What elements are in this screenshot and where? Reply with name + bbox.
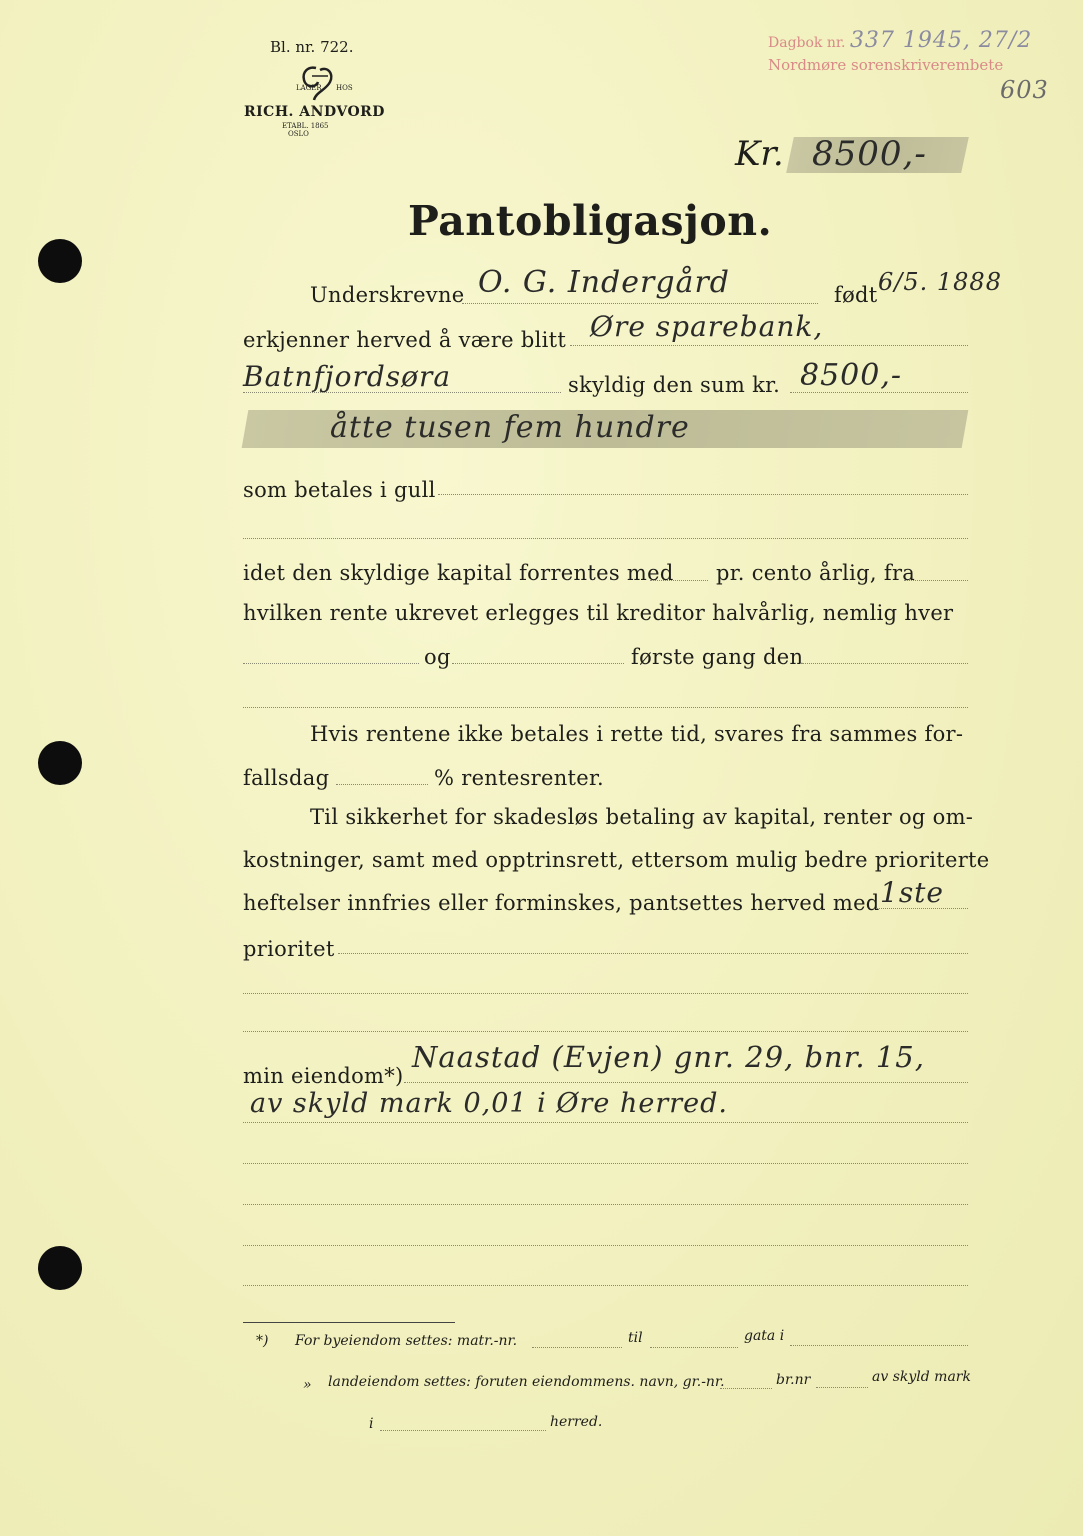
creditor-line-1 [570,345,968,346]
para2-line3: heftelser innfries eller forminskes, pantsettes herved med [243,891,880,915]
footnote-line1-c: gata i [744,1328,785,1344]
footnote-line3-b: herred. [550,1414,603,1430]
interest-label-2: pr. cento årlig, fra [716,561,916,585]
interest-label-1: idet den skyldige kapital forrentes med [243,561,674,585]
interest-percent-line [336,784,428,785]
born-label: født [834,283,878,307]
para1-line2b: % rentesrenter. [434,766,605,790]
page-title: Pantobligasjon. [408,197,773,245]
footnote-marker-2: » [303,1377,312,1393]
footnote-line2-c: av skyld mark [872,1369,971,1385]
property-value-2: av skyld mark 0,01 i Øre herred. [250,1088,729,1119]
born-value: 6/5. 1888 [878,268,1002,296]
footnote-line3-a: i [369,1416,374,1432]
journal-stamp [768,28,1032,53]
publisher-city: OSLO [288,130,309,138]
punch-hole-middle [38,741,82,785]
first-time-label: første gang den [631,645,804,669]
interest-line-2: hvilken rente ukrevet erlegges til kreditor halvårlig, nemlig hver [243,601,954,625]
acknowledge-label: erkjenner herved å være blitt [243,328,567,352]
publisher-name: RICH. ANDVORD [244,104,385,120]
footnote-rule [243,1322,455,1323]
paid-line [438,494,968,495]
creditor-value-1: Øre sparebank, [590,310,824,343]
form-number: Bl. nr. 722. [270,38,354,56]
footnote-grnr-line [720,1388,772,1389]
stamp-value: 337 1945, 27/2 [849,28,1033,53]
blank-line-5 [243,1163,968,1164]
blank-line-8 [243,1285,968,1286]
paid-label: som betales i gull [243,478,436,502]
footnote-line2-a: landeiendom settes: foruten eiendommens. navn, gr.-nr. [328,1374,725,1390]
creditor-value-2: Batnfjordsøra [243,360,452,393]
publisher-emblem-icon [268,62,378,106]
property-line-1 [404,1082,968,1083]
footnote-gata-line [790,1345,968,1346]
first-time-line [800,663,968,664]
footnote-line1-b: til [628,1330,643,1346]
para2-line2: kostninger, samt med opptrinsrett, ettersom mulig bedre prioriterte [243,848,990,872]
stamp-office: Nordmøre sorenskriverembete [768,56,1004,74]
undersigned-line [462,303,818,304]
page-number: 603 [1000,76,1049,104]
publisher-lager: LAGER [296,84,322,92]
footnote-herred-line [380,1430,546,1431]
creditor-line-2 [243,392,561,393]
amount-words: åtte tusen fem hundre [330,410,690,445]
og-label: og [424,645,451,669]
para1-line2a: fallsdag [243,766,330,790]
priority-detail-line [338,953,968,954]
blank-line-3 [243,993,968,994]
publisher-etab: ETABL. 1865 [282,122,329,130]
date-line-2 [452,663,624,664]
blank-line-4 [243,1031,968,1032]
punch-hole-top [38,239,82,283]
undersigned-label: Underskrevne [310,283,465,307]
footnote-til-line [650,1347,738,1348]
footnote-marker: *) [256,1333,269,1349]
publisher-logo [244,62,385,142]
property-line-2 [243,1122,968,1123]
para2-line1: Til sikkerhet for skadesløs betaling av kapital, renter og om- [310,805,974,829]
footnote-line2-b: br.nr [776,1372,811,1388]
blank-line-2 [243,707,968,708]
interest-rate-line [650,580,708,581]
amount-value: 8500,- [812,134,927,174]
blank-line-7 [243,1245,968,1246]
footnote-line1-a: For byeiendom settes: matr.-nr. [295,1333,518,1349]
date-line-1 [243,663,419,664]
punch-hole-bottom [38,1246,82,1290]
property-label: min eiendom*) [243,1064,404,1088]
footnote-brnr-line [816,1387,868,1388]
amount-label: Kr. [735,134,784,174]
blank-line-6 [243,1204,968,1205]
property-value-1: Naastad (Evjen) gnr. 29, bnr. 15, [412,1040,925,1074]
footnote-matr-line [532,1347,622,1348]
owes-value: 8500,- [800,358,903,393]
para1-line1: Hvis rentene ikke betales i rette tid, svares fra sammes for- [310,722,964,746]
priority-label: prioritet [243,937,335,961]
publisher-hos: HOS [336,84,353,92]
undersigned-value: O. G. Indergård [478,265,730,300]
priority-value: 1ste [880,876,945,909]
owes-label: skyldig den sum kr. [568,373,781,397]
interest-from-line [904,580,968,581]
blank-line-1 [243,538,968,539]
stamp-label: Dagbok nr. [768,35,846,51]
